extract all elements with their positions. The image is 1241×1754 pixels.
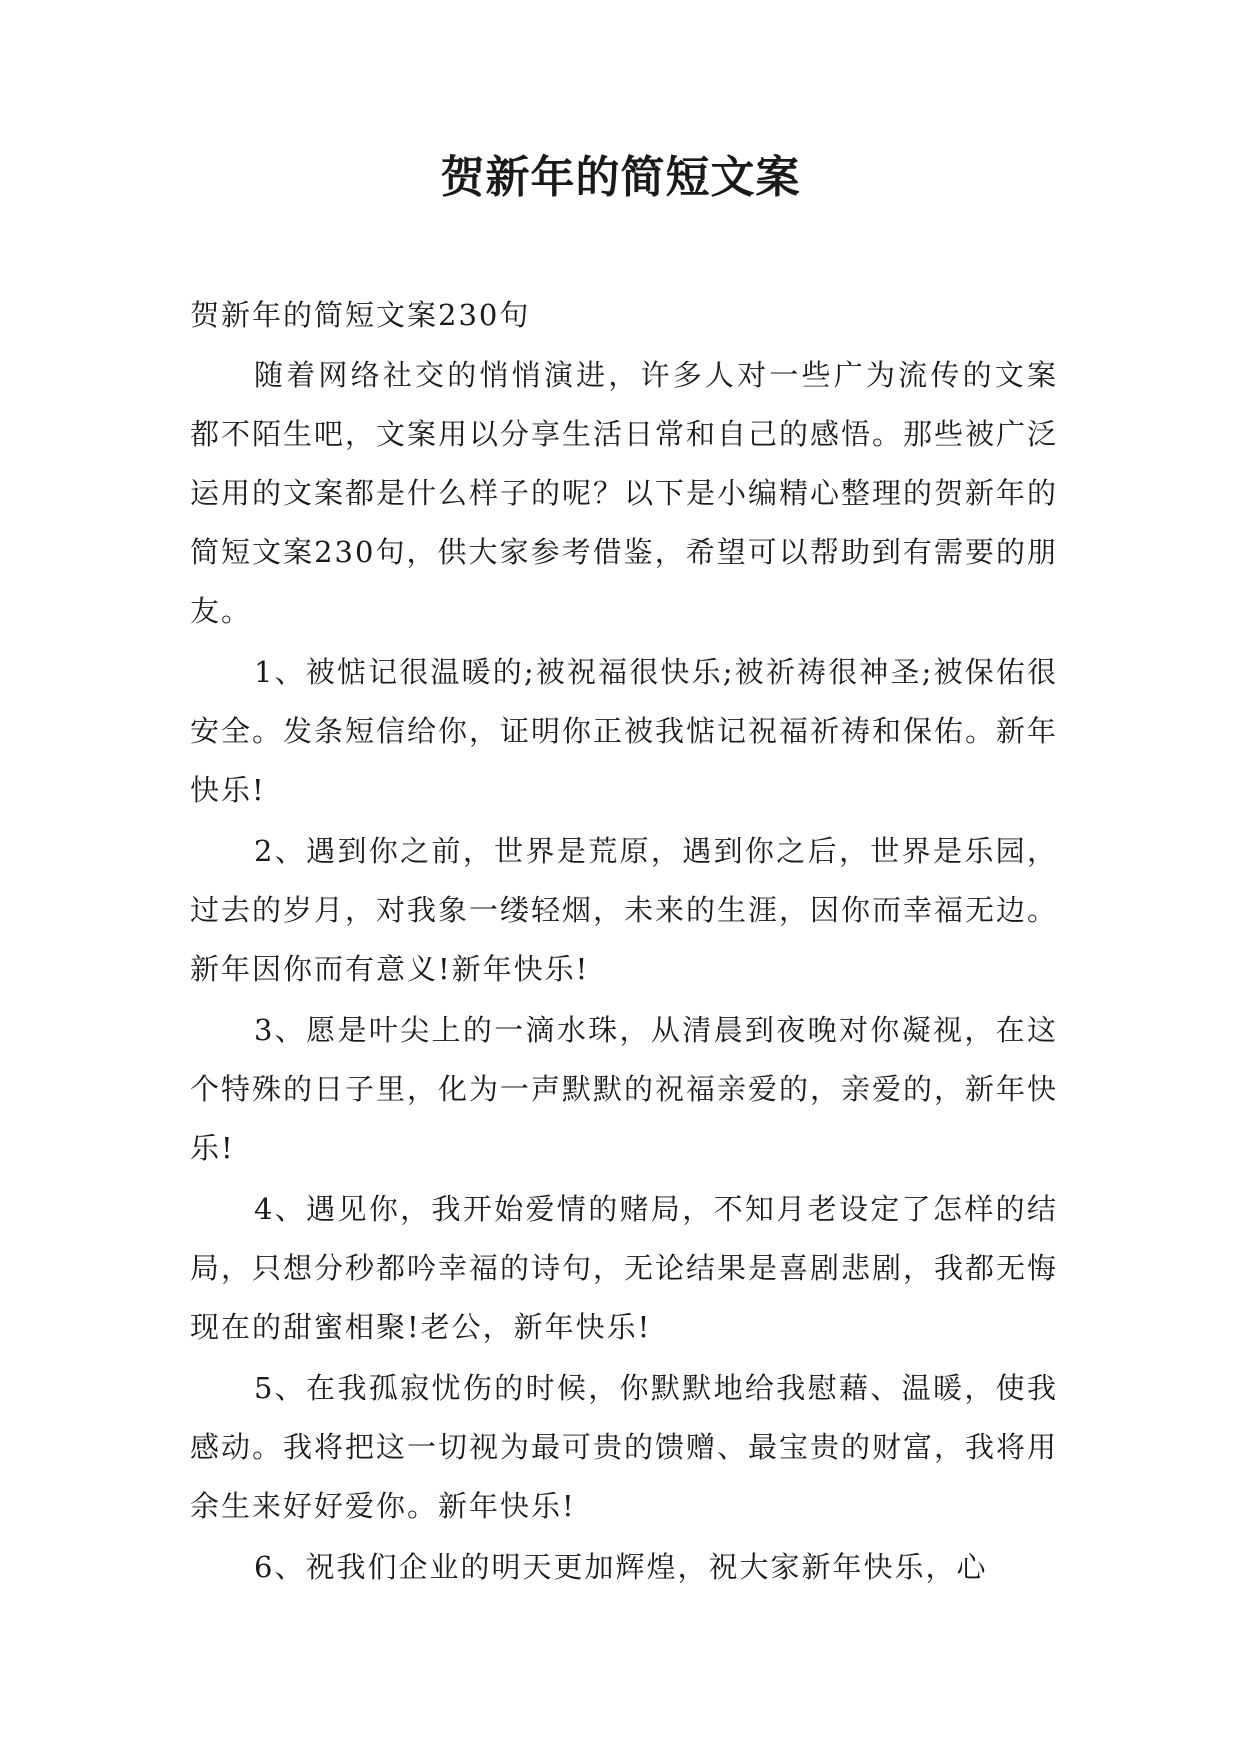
document-subtitle: 贺新年的简短文案230句: [190, 298, 531, 332]
paragraph-item: 1、被惦记很温暖的;被祝福很快乐;被祈祷很神圣;被保佑很安全。发条短信给你，证明你正被我惦记祝福祈祷和保佑。新年快乐!: [190, 655, 1059, 807]
paragraph-item: 2、遇到你之前，世界是荒原，遇到你之后，世界是乐园，过去的岁月，对我象一缕轻烟，未来的生涯，因你而幸福无边。新年因你而有意义!新年快乐!: [190, 834, 1059, 986]
paragraph-item: 4、遇见你，我开始爱情的赌局，不知月老设定了怎样的结局，只想分秒都吟幸福的诗句，无论结果是喜剧悲剧，我都无悔现在的甜蜜相聚!老公，新年快乐!: [190, 1192, 1059, 1344]
paragraph-item: 6、祝我们企业的明天更加辉煌，祝大家新年快乐，心: [254, 1550, 988, 1584]
paragraph-item: 5、在我孤寂忧伤的时候，你默默地给我慰藉、温暖，使我感动。我将把这一切视为最可贵的馈赠、最宝贵的财富，我将用余生来好好爱你。新年快乐!: [190, 1371, 1059, 1523]
document-title: 贺新年的简短文案: [440, 152, 801, 203]
paragraph-item: 3、愿是叶尖上的一滴水珠，从清晨到夜晚对你凝视，在这个特殊的日子里，化为一声默默的祝福亲爱的，亲爱的，新年快乐!: [190, 1013, 1059, 1165]
document-body: [190, 286, 1058, 1599]
paragraph-intro: 随着网络社交的悄悄演进，许多人对一些广为流传的文案都不陌生吧，文案用以分享生活日常和自己的感悟。那些被广泛运用的文案都是什么样子的呢？以下是小编精心整理的贺新年的简短文案230句，供大家参考借鉴，希望可以帮助到有需要的朋友。: [190, 358, 1059, 628]
